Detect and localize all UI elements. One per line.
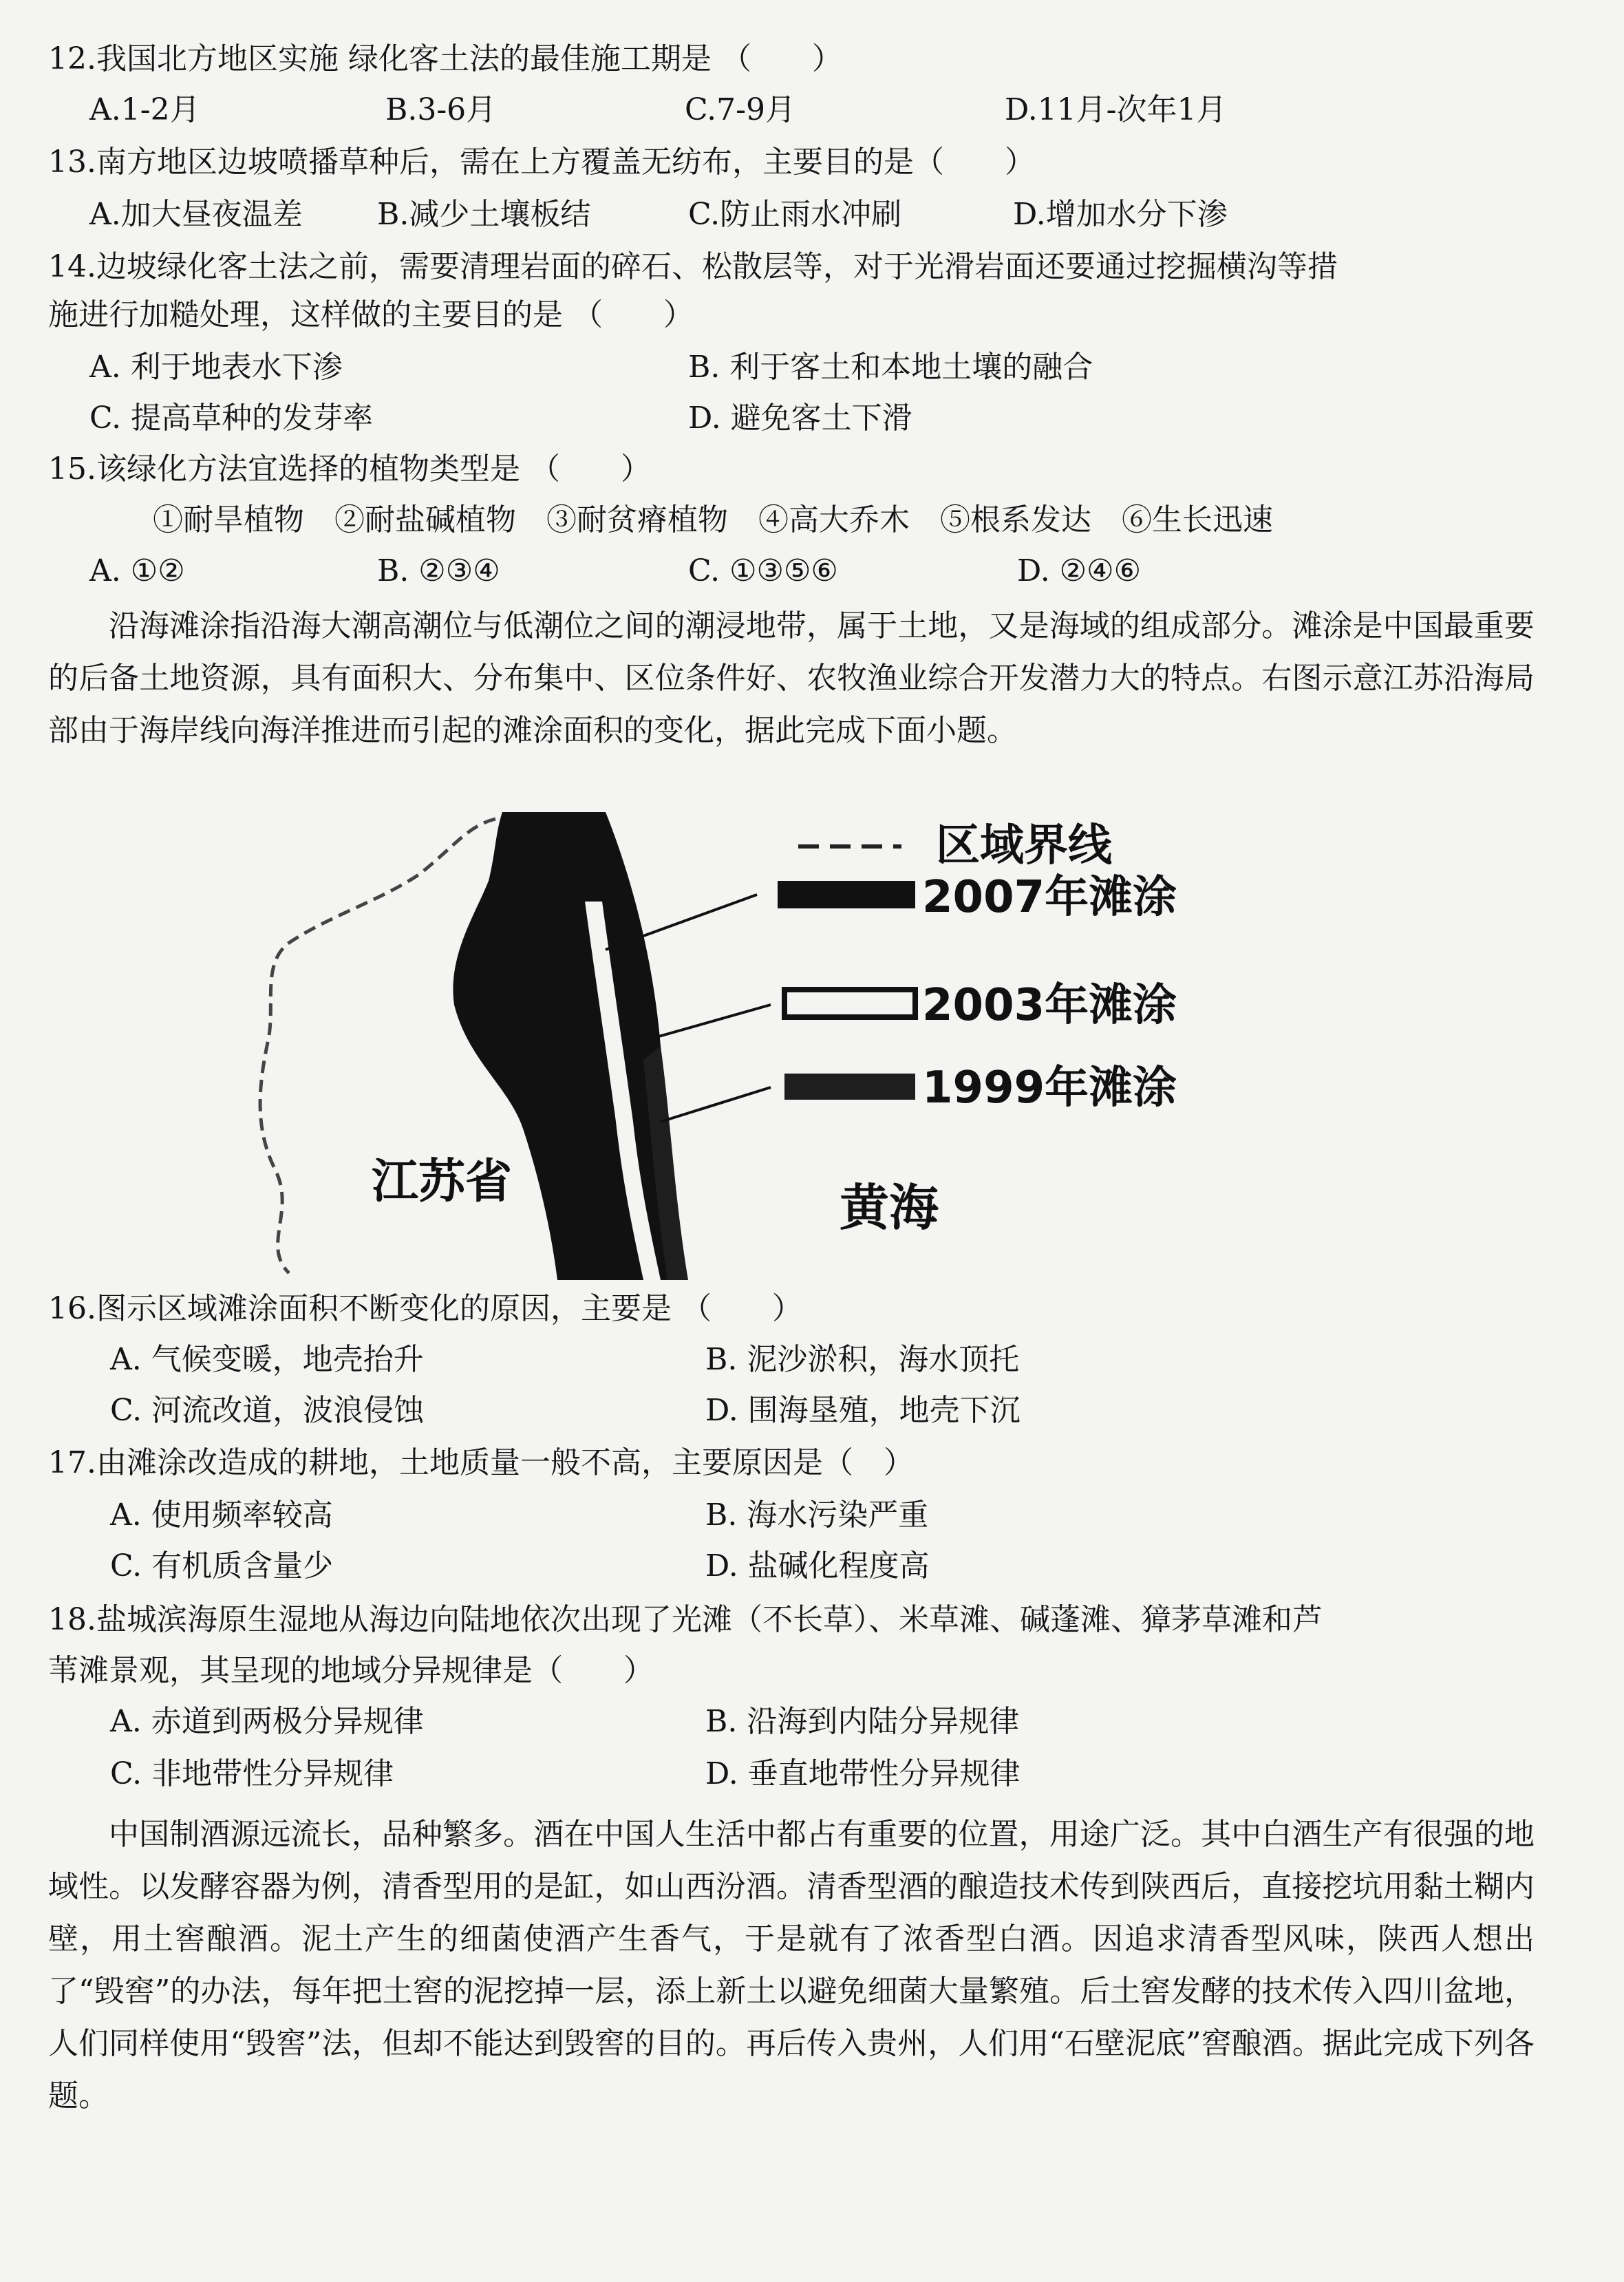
q15-option-b: B. ②③④ <box>377 553 500 588</box>
q14-option-d: D. 避免客土下滑 <box>688 401 912 436</box>
q12-option-a: A.1-2月 <box>89 92 200 127</box>
q16-option-d: D. 围海垦殖，地壳下沉 <box>705 1393 1021 1428</box>
q12-option-c: C.7-9月 <box>685 92 795 127</box>
q13-option-c: C.防止雨水冲刷 <box>688 197 902 232</box>
leader-1999 <box>661 1087 771 1122</box>
q14-option-c: C. 提高草种的发芽率 <box>89 401 374 436</box>
q13-option-d: D.增加水分下渗 <box>1013 197 1228 232</box>
q14-option-a: A. 利于地表水下渗 <box>89 350 343 385</box>
q18-option-a: A. 赤道到两极分异规律 <box>110 1704 424 1739</box>
q12-option-d: D.11月-次年1月 <box>1005 92 1227 127</box>
q17-option-c: C. 有机质含量少 <box>110 1548 334 1583</box>
question-13-stem: 13.南方地区边坡喷播草种后，需在上方覆盖无纺布，主要目的是（ ） <box>48 145 1035 180</box>
q14-option-b: B. 利于客土和本地土壤的融合 <box>688 350 1093 385</box>
passage-liquor-text: 中国制酒源远流长，品种繁多。酒在中国人生活中都占有重要的位置，用途广泛。其中白酒生产有很强的地域性。以发酵容器为例，清香型用的是缸，如山西汾酒。清香型酒的酿造技术传到陕西后，直接挖坑用黏土糊内壁，用土窖酿酒。泥土产生的细菌使酒产生香气，于是就有了浓香型白酒。因追求清香型风味，陕西人想出了“毁窖”的办法，每年把土窖的泥挖掉一层，添上新土以避免细菌大量繁殖。后土窖发酵的技术传入四川盆地，人们同样使用“毁窖”法，但却不能达到毁窖的目的。再后传入贵州，人们用“石壁泥底”窖酿酒。据此完成下列各题。 <box>48 1817 1535 2113</box>
question-14-stem-line2: 施进行加糙处理，这样做的主要目的是 （ ） <box>48 297 694 332</box>
legend-2003-label: 2003年滩涂 <box>922 980 1177 1031</box>
legend-1999-swatch <box>784 1074 915 1100</box>
q15-option-c: C. ①③⑤⑥ <box>688 553 838 588</box>
q13-option-a: A.加大昼夜温差 <box>89 197 303 232</box>
q18-option-d: D. 垂直地带性分异规律 <box>705 1756 1021 1791</box>
q17-option-d: D. 盐碱化程度高 <box>705 1548 930 1583</box>
q16-option-b: B. 泥沙淤积，海水顶托 <box>705 1342 1020 1377</box>
province-label: 江苏省 <box>372 1155 513 1209</box>
q16-option-c: C. 河流改道，波浪侵蚀 <box>110 1393 425 1428</box>
question-16-stem: 16.图示区域滩涂面积不断变化的原因，主要是 （ ） <box>48 1291 802 1326</box>
question-15-stem: 15.该绿化方法宜选择的植物类型是 （ ） <box>48 451 651 487</box>
passage-tidal-flats <box>48 600 1535 757</box>
tidal-flat-map <box>248 798 1252 1280</box>
legend-2007-label: 2007年滩涂 <box>922 872 1177 923</box>
passage-liquor <box>48 1809 1535 2122</box>
question-14-stem-line1: 14.边坡绿化客土法之前，需要清理岩面的碎石、松散层等，对于光滑岩面还要通过挖掘横沟等措 <box>48 249 1338 284</box>
q17-option-b: B. 海水污染严重 <box>705 1497 929 1533</box>
q18-option-c: C. 非地带性分异规律 <box>110 1756 394 1791</box>
question-18-stem-line1: 18.盐城滨海原生湿地从海边向陆地依次出现了光滩（不长草）、米草滩、碱蓬滩、獐茅草滩和芦 <box>48 1602 1323 1637</box>
q13-option-b: B.减少土壤板结 <box>377 197 591 232</box>
q15-option-a: A. ①② <box>89 553 185 588</box>
legend-2003-swatch <box>784 990 915 1017</box>
question-18-stem-line2: 苇滩景观，其呈现的地域分异规律是（ ） <box>48 1653 654 1688</box>
q15-items: ①耐旱植物 ②耐盐碱植物 ③耐贫瘠植物 ④高大乔木 ⑤根系发达 ⑥生长迅速 <box>153 502 1273 537</box>
legend-boundary-label: 区域界线 <box>936 820 1112 871</box>
question-17-stem: 17.由滩涂改造成的耕地，土地质量一般不高，主要原因是（ ） <box>48 1445 914 1480</box>
q17-option-a: A. 使用频率较高 <box>110 1497 333 1533</box>
question-12-stem: 12.我国北方地区实施 绿化客土法的最佳施工期是 （ ） <box>48 41 842 76</box>
q15-option-d: D. ②④⑥ <box>1017 553 1142 588</box>
q16-option-a: A. 气候变暖，地壳抬升 <box>110 1342 424 1377</box>
passage-tidal-flats-text: 沿海滩涂指沿海大潮高潮位与低潮位之间的潮浸地带，属于土地，又是海域的组成部分。滩涂是中国最重要的后备土地资源，具有面积大、分布集中、区位条件好、农牧渔业综合开发潜力大的特点。右图示意江苏沿海局部由于海岸线向海洋推进而引起的滩涂面积的变化，据此完成下面小题。 <box>48 608 1535 748</box>
q18-option-b: B. 沿海到内陆分异规律 <box>705 1704 1020 1739</box>
legend-2007-swatch <box>778 881 915 908</box>
legend-1999-label: 1999年滩涂 <box>922 1063 1177 1113</box>
q12-option-b: B.3-6月 <box>385 92 497 127</box>
sea-label: 黄海 <box>840 1179 939 1237</box>
